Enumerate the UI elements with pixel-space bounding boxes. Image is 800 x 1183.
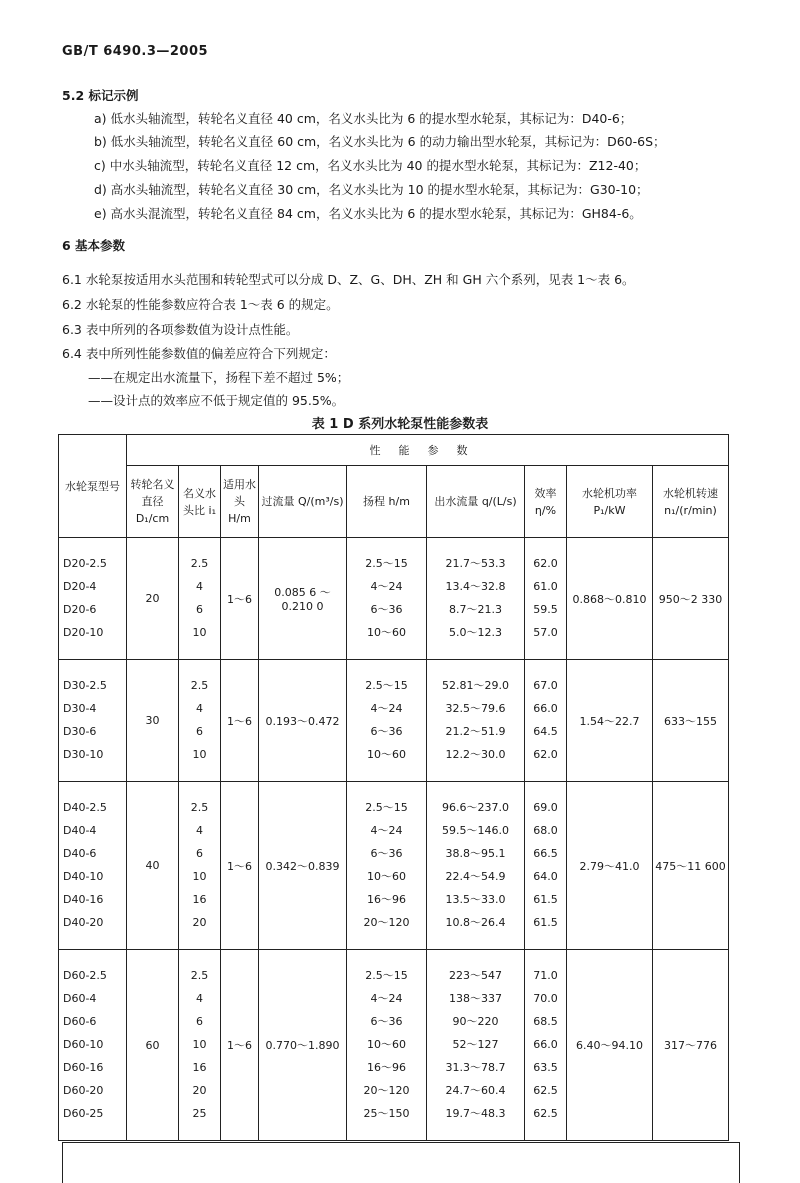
model-cell bbox=[59, 782, 127, 950]
model-value: D20-2.5 bbox=[63, 557, 107, 570]
ratio-value: 6 bbox=[196, 725, 203, 738]
section-6-title: 6 基本参数 bbox=[62, 238, 126, 253]
clause-6-1: 6.1 水轮泵按适用水头范围和转轮型式可以分成 D、Z、G、DH、ZH 和 GH 六个系列，见表 1～表 6。 bbox=[62, 272, 635, 287]
out-flow-value: 59.5～146.0 bbox=[442, 824, 509, 837]
lift-value: 10～60 bbox=[367, 1038, 406, 1051]
head-cell: 1～6 bbox=[221, 538, 259, 660]
table-row bbox=[59, 782, 729, 950]
table-row bbox=[59, 950, 729, 1141]
example-item: a) 低水头轴流型，转轮名义直径 40 cm，名义水头比为 6 的提水型水轮泵，其标记为：D40-6； bbox=[94, 111, 633, 126]
col-header-diameter: 转轮名义直径 D₁/cm bbox=[127, 466, 179, 538]
table-row bbox=[59, 538, 729, 660]
efficiency-value: 70.0 bbox=[533, 992, 558, 1005]
ratio-value: 20 bbox=[192, 1084, 207, 1097]
efficiency-value: 68.0 bbox=[533, 824, 558, 837]
model-value: D60-6 bbox=[63, 1015, 97, 1028]
deviation-rule-1: ——在规定出水流量下，扬程下差不超过 5%； bbox=[88, 370, 350, 385]
efficiency-value: 62.5 bbox=[533, 1084, 558, 1097]
efficiency-value: 68.5 bbox=[533, 1015, 558, 1028]
ratio-value: 10 bbox=[192, 1038, 207, 1051]
out-flow-value: 5.0～12.3 bbox=[449, 626, 502, 639]
lift-cell bbox=[347, 538, 427, 660]
out-flow-value: 8.7～21.3 bbox=[449, 603, 502, 616]
lift-value: 20～120 bbox=[363, 1084, 410, 1097]
efficiency-value: 64.0 bbox=[533, 870, 558, 883]
out-flow-value: 38.8～95.1 bbox=[445, 847, 506, 860]
out-flow-value: 52.81～29.0 bbox=[442, 679, 509, 692]
ratio-value: 20 bbox=[192, 916, 207, 929]
model-cell bbox=[59, 950, 127, 1141]
lift-value: 2.5～15 bbox=[365, 679, 408, 692]
lift-value: 2.5～15 bbox=[365, 557, 408, 570]
model-value: D20-6 bbox=[63, 603, 97, 616]
efficiency-value: 71.0 bbox=[533, 969, 558, 982]
ratio-value: 10 bbox=[192, 748, 207, 761]
group-header: 性能参数 bbox=[127, 435, 729, 466]
lift-value: 10～60 bbox=[367, 626, 406, 639]
efficiency-value: 66.5 bbox=[533, 847, 558, 860]
lift-value: 16～96 bbox=[367, 1061, 406, 1074]
lift-value: 2.5～15 bbox=[365, 801, 408, 814]
ratio-cell bbox=[179, 538, 221, 660]
model-cell bbox=[59, 538, 127, 660]
efficiency-value: 63.5 bbox=[533, 1061, 558, 1074]
model-value: D30-10 bbox=[63, 748, 104, 761]
ratio-value: 2.5 bbox=[190, 679, 209, 692]
model-value: D60-25 bbox=[63, 1107, 104, 1120]
model-value: D40-16 bbox=[63, 893, 104, 906]
clause-6-3: 6.3 表中所列的各项参数值为设计点性能。 bbox=[62, 322, 299, 337]
next-table-frame bbox=[62, 1142, 740, 1183]
out-flow-value: 90～220 bbox=[452, 1015, 499, 1028]
ratio-value: 16 bbox=[192, 893, 207, 906]
out-flow-cell bbox=[427, 538, 525, 660]
efficiency-value: 61.5 bbox=[533, 893, 558, 906]
ratio-cell bbox=[179, 782, 221, 950]
power-cell: 0.868～0.810 bbox=[567, 538, 653, 660]
col-header-efficiency: 效率 η/% bbox=[525, 466, 567, 538]
model-value: D60-4 bbox=[63, 992, 97, 1005]
table-body bbox=[59, 538, 729, 1141]
efficiency-value: 69.0 bbox=[533, 801, 558, 814]
example-item: e) 高水头混流型，转轮名义直径 84 cm，名义水头比为 6 的提水型水轮泵，其标记为：GH84-6。 bbox=[94, 206, 642, 221]
model-value: D40-10 bbox=[63, 870, 104, 883]
efficiency-value: 67.0 bbox=[533, 679, 558, 692]
efficiency-value: 62.0 bbox=[533, 557, 558, 570]
diameter-cell: 60 bbox=[127, 950, 179, 1141]
diameter-cell: 40 bbox=[127, 782, 179, 950]
out-flow-value: 22.4～54.9 bbox=[445, 870, 506, 883]
clause-6-4: 6.4 表中所列性能参数值的偏差应符合下列规定： bbox=[62, 346, 336, 361]
model-cell bbox=[59, 660, 127, 782]
lift-value: 4～24 bbox=[370, 824, 403, 837]
efficiency-value: 66.0 bbox=[533, 702, 558, 715]
power-cell: 2.79～41.0 bbox=[567, 782, 653, 950]
out-flow-value: 223～547 bbox=[449, 969, 502, 982]
example-item: c) 中水头轴流型，转轮名义直径 12 cm，名义水头比为 40 的提水型水轮泵，其标记为：Z12-40； bbox=[94, 158, 647, 173]
efficiency-value: 59.5 bbox=[533, 603, 558, 616]
lift-value: 4～24 bbox=[370, 580, 403, 593]
out-flow-value: 12.2～30.0 bbox=[445, 748, 506, 761]
model-value: D20-4 bbox=[63, 580, 97, 593]
ratio-cell bbox=[179, 950, 221, 1141]
lift-cell bbox=[347, 782, 427, 950]
out-flow-cell bbox=[427, 660, 525, 782]
flow-cell: 0.085 6 ～0.210 0 bbox=[259, 538, 347, 660]
table-row bbox=[59, 660, 729, 782]
lift-value: 10～60 bbox=[367, 748, 406, 761]
out-flow-value: 32.5～79.6 bbox=[445, 702, 506, 715]
ratio-cell bbox=[179, 660, 221, 782]
lift-value: 2.5～15 bbox=[365, 969, 408, 982]
out-flow-value: 96.6～237.0 bbox=[442, 801, 509, 814]
performance-table bbox=[58, 434, 729, 1141]
example-item: d) 高水头轴流型，转轮名义直径 30 cm，名义水头比为 10 的提水型水轮泵，其标记为：G30-10； bbox=[94, 182, 649, 197]
speed-cell: 633～155 bbox=[653, 660, 729, 782]
col-header-speed: 水轮机转速 n₁/(r/min) bbox=[653, 466, 729, 538]
lift-value: 6～36 bbox=[370, 847, 403, 860]
lift-value: 6～36 bbox=[370, 603, 403, 616]
efficiency-value: 57.0 bbox=[533, 626, 558, 639]
example-item: b) 低水头轴流型，转轮名义直径 60 cm，名义水头比为 6 的动力输出型水轮泵，其标记为：D60-6S； bbox=[94, 134, 666, 149]
model-value: D60-16 bbox=[63, 1061, 104, 1074]
speed-cell: 950～2 330 bbox=[653, 538, 729, 660]
model-value: D60-2.5 bbox=[63, 969, 107, 982]
model-value: D40-6 bbox=[63, 847, 97, 860]
col-header-ratio: 名义水头比 i₁ bbox=[179, 466, 221, 538]
flow-cell: 0.193～0.472 bbox=[259, 660, 347, 782]
out-flow-value: 21.2～51.9 bbox=[445, 725, 506, 738]
ratio-value: 4 bbox=[196, 824, 203, 837]
efficiency-cell bbox=[525, 950, 567, 1141]
head-cell: 1～6 bbox=[221, 782, 259, 950]
lift-value: 10～60 bbox=[367, 870, 406, 883]
ratio-value: 10 bbox=[192, 870, 207, 883]
out-flow-value: 13.4～32.8 bbox=[445, 580, 506, 593]
efficiency-cell bbox=[525, 782, 567, 950]
out-flow-value: 52～127 bbox=[452, 1038, 499, 1051]
model-value: D30-6 bbox=[63, 725, 97, 738]
ratio-value: 2.5 bbox=[190, 969, 209, 982]
efficiency-cell bbox=[525, 660, 567, 782]
lift-value: 25～150 bbox=[363, 1107, 410, 1120]
ratio-value: 2.5 bbox=[190, 801, 209, 814]
out-flow-value: 19.7～48.3 bbox=[445, 1107, 506, 1120]
lift-cell bbox=[347, 950, 427, 1141]
lift-value: 20～120 bbox=[363, 916, 410, 929]
ratio-value: 6 bbox=[196, 847, 203, 860]
ratio-value: 10 bbox=[192, 626, 207, 639]
out-flow-cell bbox=[427, 950, 525, 1141]
clause-6-2: 6.2 水轮泵的性能参数应符合表 1～表 6 的规定。 bbox=[62, 297, 339, 312]
power-cell: 6.40～94.10 bbox=[567, 950, 653, 1141]
ratio-value: 6 bbox=[196, 603, 203, 616]
ratio-value: 4 bbox=[196, 992, 203, 1005]
efficiency-value: 62.0 bbox=[533, 748, 558, 761]
efficiency-value: 64.5 bbox=[533, 725, 558, 738]
out-flow-value: 24.7～60.4 bbox=[445, 1084, 506, 1097]
lift-value: 4～24 bbox=[370, 992, 403, 1005]
model-value: D30-2.5 bbox=[63, 679, 107, 692]
out-flow-value: 21.7～53.3 bbox=[445, 557, 506, 570]
col-header-out-flow: 出水流量 q/(L/s) bbox=[427, 466, 525, 538]
speed-cell: 317～776 bbox=[653, 950, 729, 1141]
out-flow-cell bbox=[427, 782, 525, 950]
model-value: D40-20 bbox=[63, 916, 104, 929]
diameter-cell: 20 bbox=[127, 538, 179, 660]
flow-cell: 0.770～1.890 bbox=[259, 950, 347, 1141]
speed-cell: 475～11 600 bbox=[653, 782, 729, 950]
table-title: 表 1 D 系列水轮泵性能参数表 bbox=[311, 417, 489, 432]
out-flow-value: 31.3～78.7 bbox=[445, 1061, 506, 1074]
ratio-value: 4 bbox=[196, 702, 203, 715]
lift-cell bbox=[347, 660, 427, 782]
out-flow-value: 10.8～26.4 bbox=[445, 916, 506, 929]
out-flow-value: 138～337 bbox=[449, 992, 502, 1005]
ratio-value: 2.5 bbox=[190, 557, 209, 570]
lift-value: 16～96 bbox=[367, 893, 406, 906]
lift-value: 4～24 bbox=[370, 702, 403, 715]
col-header-flow: 过流量 Q/(m³/s) bbox=[259, 466, 347, 538]
diameter-cell: 30 bbox=[127, 660, 179, 782]
efficiency-cell bbox=[525, 538, 567, 660]
model-value: D40-2.5 bbox=[63, 801, 107, 814]
power-cell: 1.54～22.7 bbox=[567, 660, 653, 782]
ratio-value: 4 bbox=[196, 580, 203, 593]
ratio-value: 25 bbox=[192, 1107, 207, 1120]
lift-value: 6～36 bbox=[370, 725, 403, 738]
lift-value: 6～36 bbox=[370, 1015, 403, 1028]
col-header-lift: 扬程 h/m bbox=[347, 466, 427, 538]
section-5-2-title: 5.2 标记示例 bbox=[62, 88, 139, 103]
out-flow-value: 13.5～33.0 bbox=[445, 893, 506, 906]
model-value: D30-4 bbox=[63, 702, 97, 715]
ratio-value: 6 bbox=[196, 1015, 203, 1028]
efficiency-value: 62.5 bbox=[533, 1107, 558, 1120]
standard-number: GB/T 6490.3—2005 bbox=[62, 44, 209, 59]
flow-cell: 0.342～0.839 bbox=[259, 782, 347, 950]
deviation-rule-2: ——设计点的效率应不低于规定值的 95.5%。 bbox=[88, 393, 345, 408]
head-cell: 1～6 bbox=[221, 660, 259, 782]
efficiency-value: 61.0 bbox=[533, 580, 558, 593]
head-cell: 1～6 bbox=[221, 950, 259, 1141]
ratio-value: 16 bbox=[192, 1061, 207, 1074]
model-value: D60-10 bbox=[63, 1038, 104, 1051]
model-value: D60-20 bbox=[63, 1084, 104, 1097]
efficiency-value: 61.5 bbox=[533, 916, 558, 929]
col-header-model: 水轮泵型号 bbox=[59, 435, 127, 538]
efficiency-value: 66.0 bbox=[533, 1038, 558, 1051]
model-value: D40-4 bbox=[63, 824, 97, 837]
col-header-head: 适用水头 H/m bbox=[221, 466, 259, 538]
model-value: D20-10 bbox=[63, 626, 104, 639]
col-header-power: 水轮机功率 P₁/kW bbox=[567, 466, 653, 538]
